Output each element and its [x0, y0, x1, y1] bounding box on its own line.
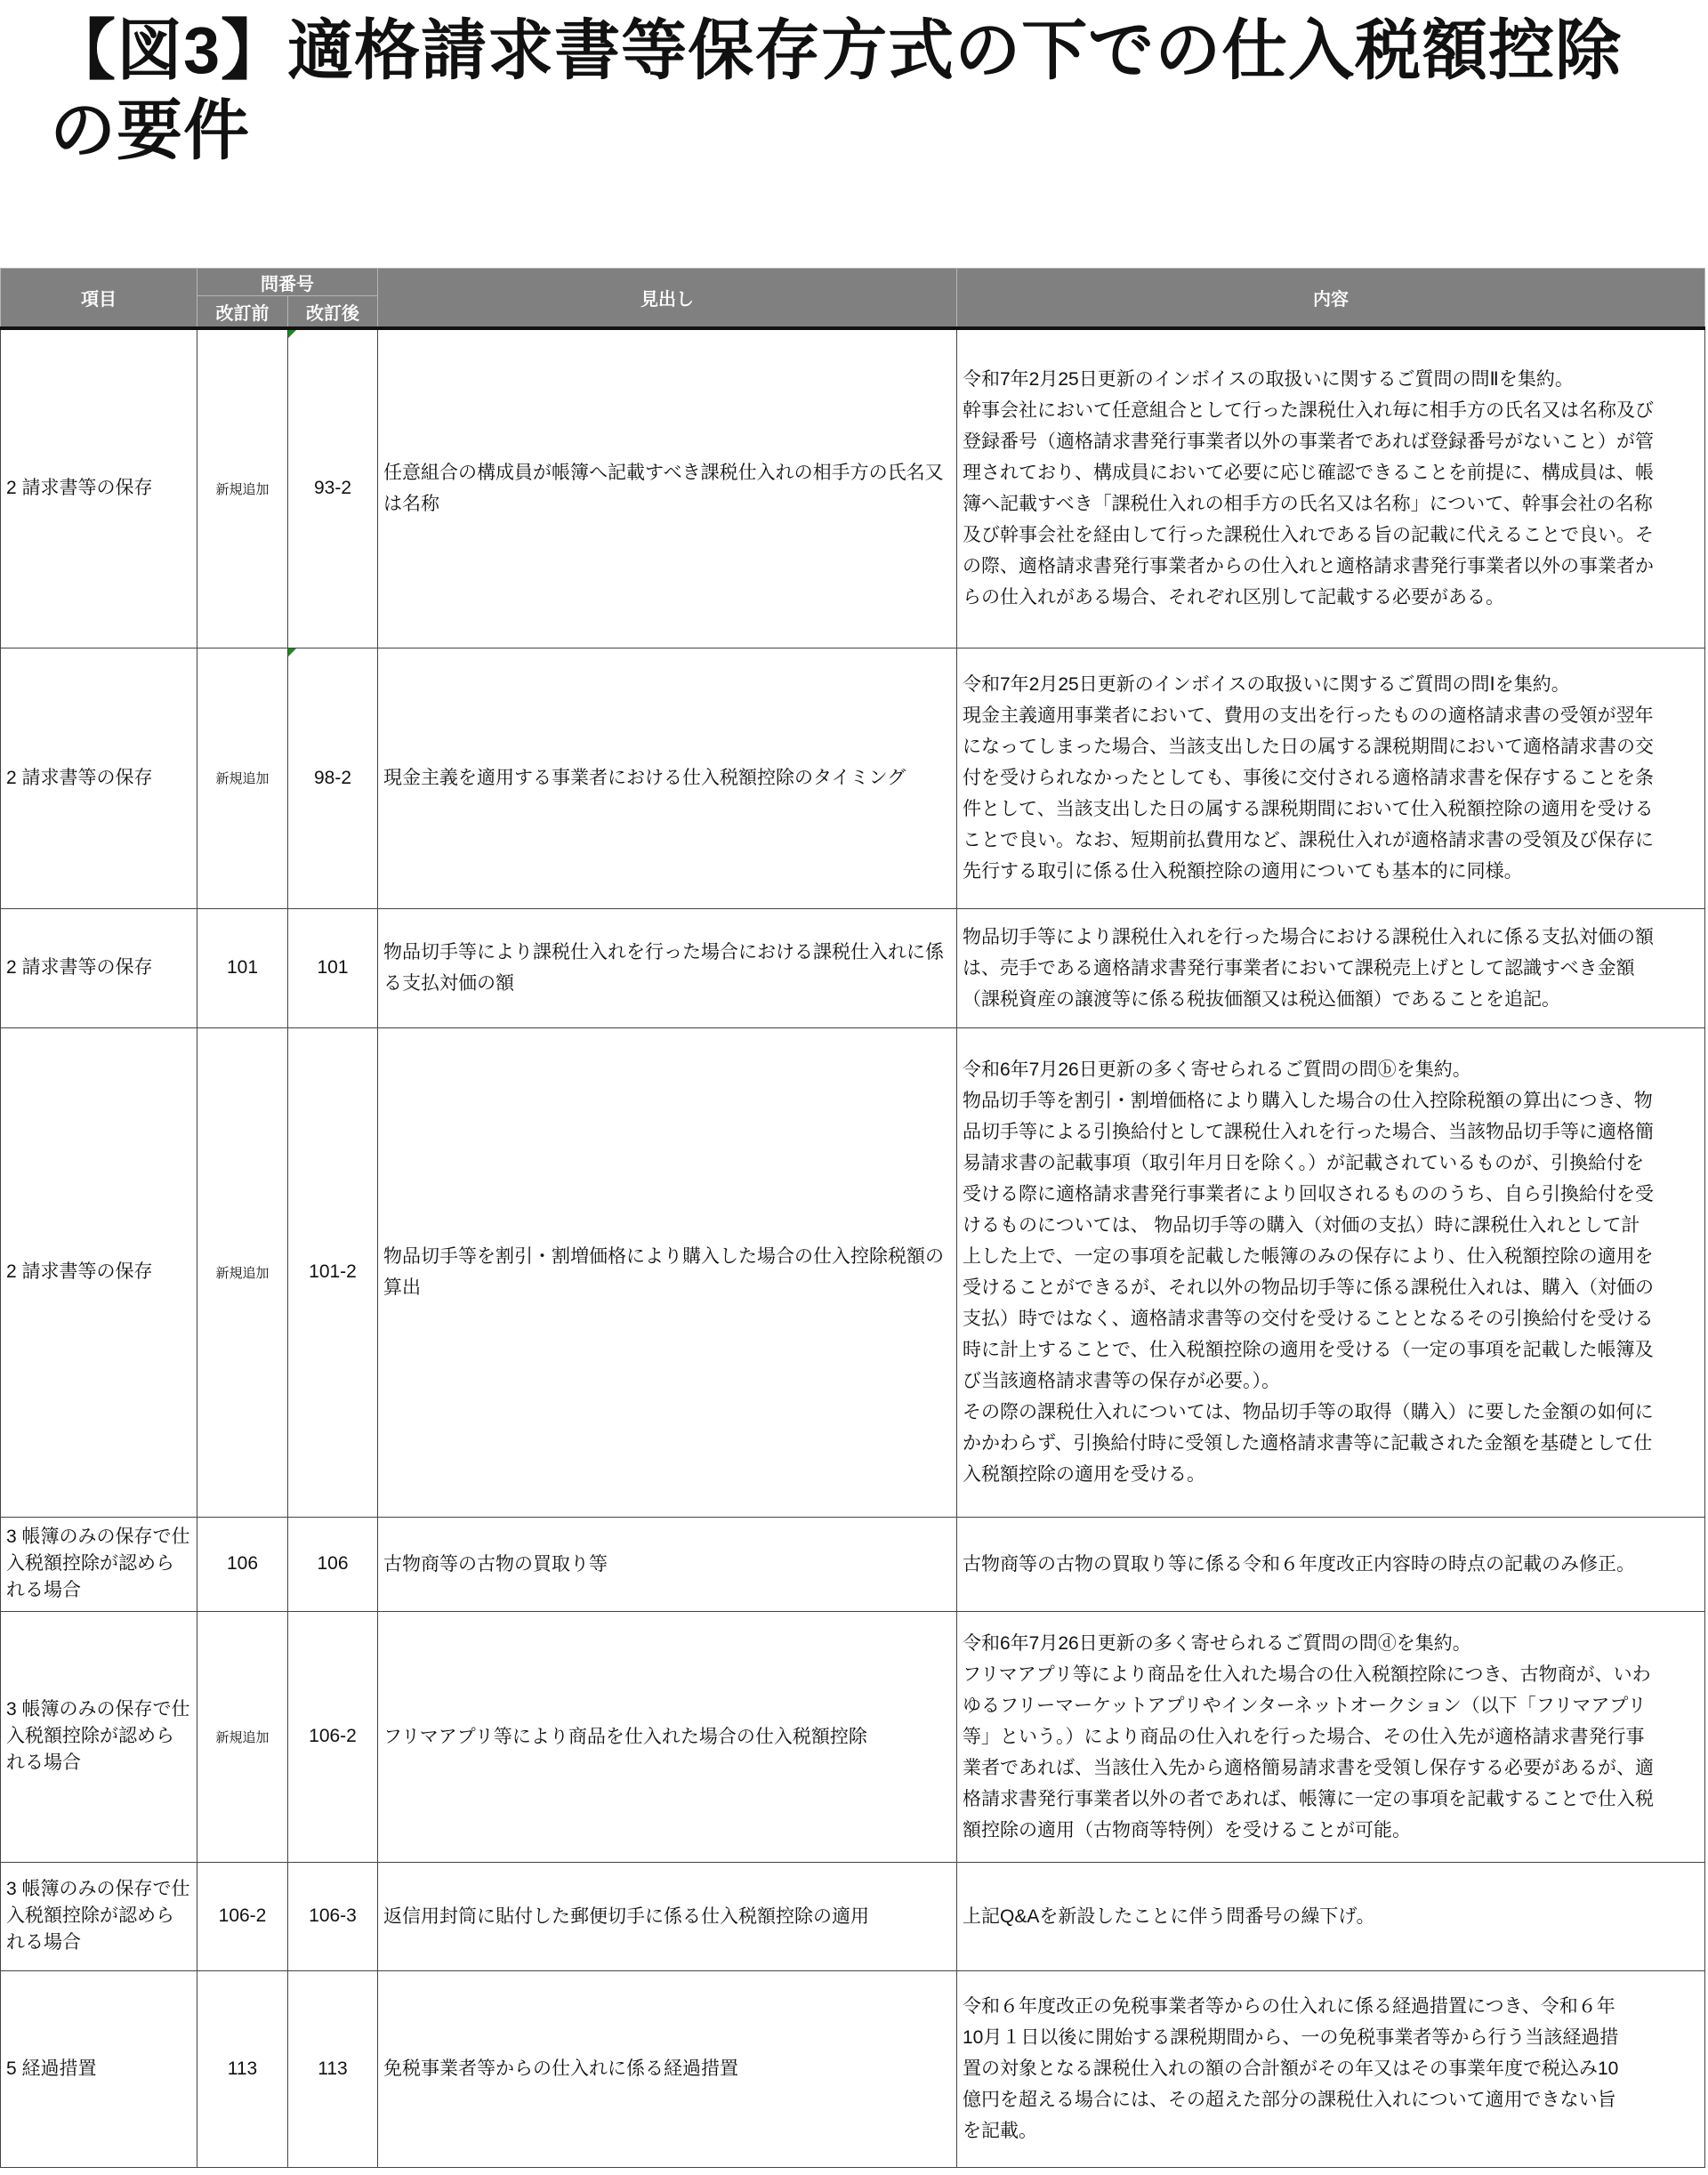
table-header: [1, 269, 1705, 329]
heading-cell: 免税事業者等からの仕入れに係る経過措置: [378, 1970, 957, 2167]
before-revision-cell: 113: [197, 1970, 288, 2167]
header-before-revision: 改訂前: [197, 296, 288, 329]
after-revision-cell: [288, 1611, 378, 1862]
before-revision-cell: 106: [197, 1517, 288, 1611]
content-line: は、売手である適格請求書発行事業者において課税売上げとして認識すべき金額: [963, 957, 1635, 979]
item-cell: 2 請求書等の保存: [1, 1027, 197, 1517]
item-cell: 3 帳簿のみの保存で仕入税額控除が認められる場合: [1, 1517, 197, 1611]
before-revision-cell: 106-2: [197, 1862, 288, 1970]
content-line: 時に計上することで、仕入税額控除の適用を受ける（一定の事項を記載した帳簿及: [963, 1340, 1654, 1360]
page-title: 【図3】適格請求書等保存方式の下での仕入税額控除の要件: [50, 13, 1623, 167]
heading-cell: 古物商等の古物の買取り等: [378, 1517, 957, 1611]
after-revision-number: 101-2: [309, 1261, 357, 1282]
content-line: らの仕入れがある場合、それぞれ区別して記載する必要がある。: [963, 587, 1504, 608]
content-line: 等」という。）により商品の仕入れを行った場合、その仕入先が適格請求書発行事: [963, 1726, 1645, 1747]
item-cell: 3 帳簿のみの保存で仕入税額控除が認められる場合: [1, 1862, 197, 1970]
content-line: 格請求書発行事業者以外の者であれば、帳簿に一定の事項を記載することで仕入税: [963, 1788, 1654, 1809]
heading-cell: 物品切手等により課税仕入れを行った場合における課税仕入れに係る支払対価の額: [378, 908, 957, 1027]
content-line: 古物商等の古物の買取り等に係る令和６年度改正内容時の時点の記載のみ修正。: [963, 1553, 1635, 1575]
content-line: かかわらず、引換給付時に受領した適格請求書等に記載された金額を基礎として仕: [963, 1433, 1653, 1454]
content-line: 10月１日以後に開始する課税期間から、一の免税事業者等から行う当該経過措: [963, 2027, 1619, 2048]
table-row: [1, 648, 1705, 908]
after-revision-number: 98-2: [313, 767, 352, 788]
content-cell: [957, 1027, 1705, 1517]
header-heading: 見出し: [378, 269, 957, 329]
content-line: 現金主義適用事業者において、費用の支出を行ったものの適格請求書の受領が翌年: [963, 705, 1654, 726]
table-row: [1, 1970, 1705, 2167]
content-line: 額控除の適用（古物商等特例）を受けることが可能。: [963, 1819, 1411, 1841]
content-line: ゆるフリーマーケットアプリやインターネットオークション（以下「フリマアプリ: [963, 1695, 1647, 1716]
content-line: の際、適格請求書発行事業者からの仕入れと適格請求書発行事業者以外の事業者か: [963, 556, 1654, 577]
content-line: 理されており、構成員において必要に応じ確認できることを前提に、構成員は、帳: [963, 463, 1654, 484]
heading-cell: 返信用封筒に貼付した郵便切手に係る仕入税額控除の適用: [378, 1862, 957, 1970]
content-line: 付を受けられなかったとしても、事後に交付される適格請求書を保存することを条: [963, 768, 1654, 788]
table-row: [1, 328, 1705, 648]
content-line: 登録番号（適格請求書発行事業者以外の事業者であれば登録番号がないこと）が管: [963, 431, 1654, 453]
content-line: けるものについては、 物品切手等の購入（対価の支払）時に課税仕入れとして計: [963, 1215, 1640, 1236]
requirements-table: [0, 268, 1705, 2168]
content-line: 及び幹事会社を経由して行った課税仕入れである旨の記載に代えることで良い。そ: [963, 525, 1654, 546]
content-line: 支払）時ではなく、適格請求書等の交付を受けることとなるその引換給付を受ける: [963, 1309, 1654, 1329]
table-row: [1, 1027, 1705, 1517]
content-line: 令和7年2月25日更新のインボイスの取扱いに関するご質問の問Ⅱを集約。: [963, 369, 1574, 391]
after-revision-number: 93-2: [313, 478, 352, 499]
content-line: 物品切手等を割引・割増価格により購入した場合の仕入控除税額の算出につき、物: [963, 1091, 1653, 1111]
heading-cell: 物品切手等を割引・割増価格により購入した場合の仕入控除税額の算出: [378, 1027, 957, 1517]
comment-indicator-icon[interactable]: [288, 648, 296, 657]
content-line: 受けることができるが、それ以外の物品切手等に係る課税仕入れは、購入（対価の: [963, 1277, 1654, 1298]
content-line: 易請求書の記載事項（取引年月日を除く。）が記載されているものが、引換給付を: [963, 1153, 1645, 1173]
after-revision-cell: [288, 908, 378, 1027]
before-revision-cell: 101: [197, 908, 288, 1027]
after-revision-cell: [288, 648, 378, 908]
item-cell: 2 請求書等の保存: [1, 328, 197, 648]
after-revision-number: 106-2: [309, 1726, 357, 1746]
heading-cell: 現金主義を適用する事業者における仕入税額控除のタイミング: [378, 648, 957, 908]
content-cell: [957, 328, 1705, 648]
content-line: ことで良い。なお、短期前払費用など、課税仕入れが適格請求書の受領及び保存に: [963, 830, 1654, 850]
content-line: 業者であれば、当該仕入先から適格簡易請求書を受領し保存する必要があるが、適: [963, 1757, 1654, 1778]
table-body: [1, 328, 1705, 2167]
after-revision-number: 101: [317, 957, 349, 978]
after-revision-cell: [288, 328, 378, 648]
content-line: 件として、当該支出した日の属する課税期間において仕入税額控除の適用を受ける: [963, 799, 1654, 819]
content-line: その際の課税仕入れについては、物品切手等の取得（購入）に要した金額の如何に: [963, 1402, 1654, 1422]
before-revision-cell: 新規追加: [197, 328, 288, 648]
content-line: 物品切手等により課税仕入れを行った場合における課税仕入れに係る支払対価の額: [963, 926, 1654, 947]
item-cell: 5 経過措置: [1, 1970, 197, 2167]
content-cell: [957, 1862, 1705, 1970]
after-revision-cell: [288, 1862, 378, 1970]
content-line: 令和7年2月25日更新のインボイスの取扱いに関するご質問の問Ⅰを集約。: [963, 674, 1570, 695]
content-cell: [957, 648, 1705, 908]
table-row: [1, 1517, 1705, 1611]
content-line: （課税資産の譲渡等に係る税抜価額又は税込価額）であることを追記。: [963, 988, 1560, 1010]
content-line: 受ける際に適格請求書発行事業者により回収されるもののうち、自ら引換給付を受: [963, 1184, 1654, 1204]
heading-cell: フリマアプリ等により商品を仕入れた場合の仕入税額控除: [378, 1611, 957, 1862]
header-after-revision: 改訂後: [288, 296, 378, 329]
item-cell: 3 帳簿のみの保存で仕入税額控除が認められる場合: [1, 1611, 197, 1862]
item-cell: 2 請求書等の保存: [1, 908, 197, 1027]
after-revision-cell: [288, 1970, 378, 2167]
content-cell: [957, 1517, 1705, 1611]
after-revision-cell: [288, 1517, 378, 1611]
table-row: [1, 1611, 1705, 1862]
table-row: [1, 1862, 1705, 1970]
content-cell: [957, 1970, 1705, 2167]
content-line: を記載。: [963, 2121, 1037, 2141]
header-content: 内容: [957, 269, 1705, 329]
content-line: 億円を超える場合には、その超えた部分の課税仕入れについて適用できない旨: [963, 2090, 1616, 2110]
after-revision-number: 106: [317, 1553, 349, 1574]
content-line: 置の対象となる課税仕入れの額の合計額がその年又はその事業年度で税込み10: [963, 2058, 1619, 2079]
header-item: 項目: [1, 269, 197, 329]
content-line: 品切手等による引換給付として課税仕入れを行った場合、当該物品切手等に適格簡: [963, 1122, 1654, 1142]
header-question-number: 問番号: [197, 269, 378, 296]
content-line: 令和6年7月26日更新の多く寄せられるご質問の問ⓓを集約。: [963, 1632, 1471, 1654]
table-row: [1, 908, 1705, 1027]
content-line: フリマアプリ等により商品を仕入れた場合の仕入税額控除につき、古物商が、いわ: [963, 1663, 1651, 1685]
content-line: 上した上で、一定の事項を記載した帳簿のみの保存により、仕入税額控除の適用を: [963, 1246, 1654, 1267]
content-line: 令和6年7月26日更新の多く寄せられるご質問の問ⓑを集約。: [963, 1059, 1471, 1080]
content-line: になってしまった場合、当該支出した日の属する課税期間において適格請求書の交: [963, 737, 1654, 757]
after-revision-number: 106-3: [309, 1905, 357, 1926]
item-cell: 2 請求書等の保存: [1, 648, 197, 908]
before-revision-cell: 新規追加: [197, 648, 288, 908]
before-revision-cell: 新規追加: [197, 1611, 288, 1862]
after-revision-cell: [288, 1027, 378, 1517]
content-line: 先行する取引に係る仕入税額控除の適用についても基本的に同様。: [963, 861, 1523, 882]
after-revision-number: 113: [318, 2058, 348, 2079]
content-cell: [957, 908, 1705, 1027]
content-line: 入税額控除の適用を受ける。: [963, 1464, 1205, 1485]
comment-indicator-icon[interactable]: [288, 330, 296, 338]
before-revision-cell: 新規追加: [197, 1027, 288, 1517]
content-line: び当該適格請求書等の保存が必要。）。: [963, 1371, 1280, 1391]
content-line: 令和６年度改正の免税事業者等からの仕入れに係る経過措置につき、令和６年: [963, 1996, 1615, 2017]
content-cell: [957, 1611, 1705, 1862]
content-line: 上記Q&Aを新設したことに伴う問番号の繰下げ。: [963, 1905, 1375, 1927]
content-line: 簿へ記載すべき「課税仕入れの相手方の氏名又は名称」について、幹事会社の名称: [963, 494, 1653, 515]
content-line: 幹事会社において任意組合として行った課税仕入れ毎に相手方の氏名又は名称及び: [963, 400, 1654, 422]
heading-cell: 任意組合の構成員が帳簿へ記載すべき課税仕入れの相手方の氏名又は名称: [378, 328, 957, 648]
